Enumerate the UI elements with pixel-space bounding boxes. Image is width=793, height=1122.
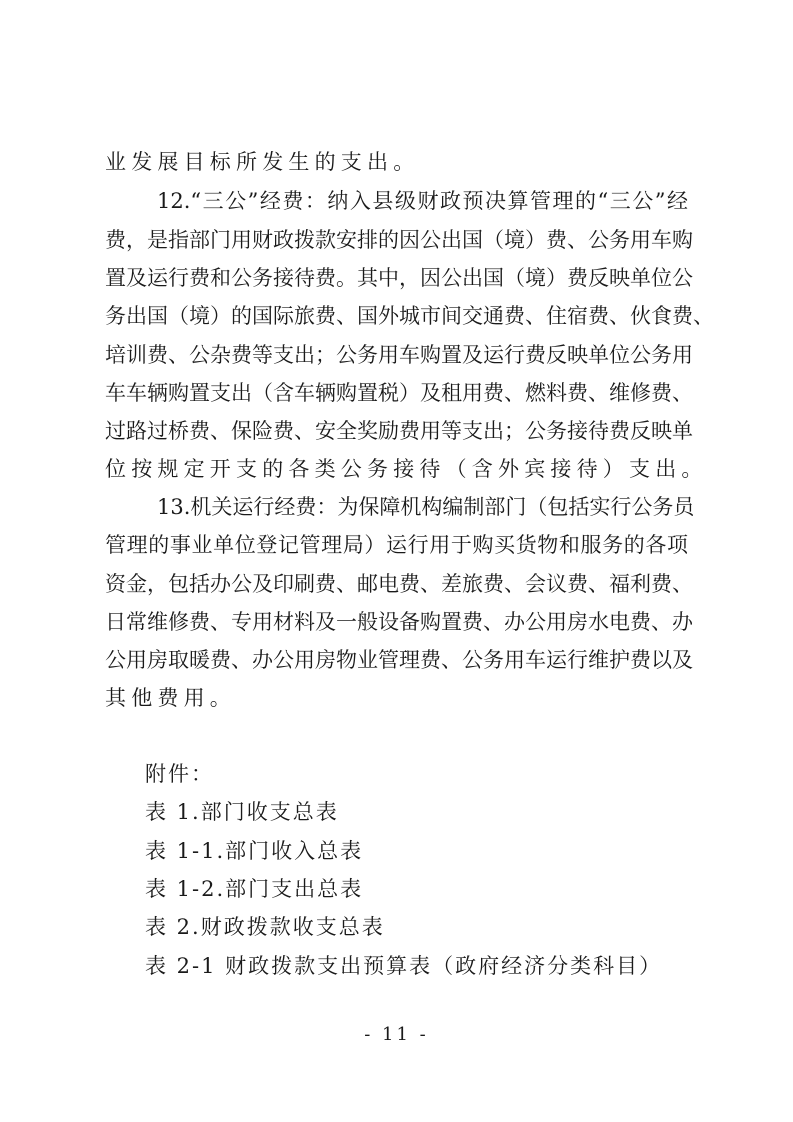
paragraph-12-line: 过路过桥费、保险费、安全奖励费用等支出；公务接待费反映单 [105,419,693,443]
paragraph-12-line: 位按规定开支的各类公务接待（含外宾接待）支出。 [105,457,708,481]
attachment-item: 表 2-1 财政拨款支出预算表（政府经济分类科目） [145,954,663,978]
attachment-item: 表 1-1.部门收入总表 [145,839,364,863]
paragraph-12-line: 置及运行费和公务接待费。其中，因公出国（境）费反映单位公 [105,266,693,290]
paragraph-12-line: 培训费、公杂费等支出；公务用车购置及运行费反映单位公务用 [105,343,693,367]
attachment-item: 表 1.部门收支总表 [145,800,339,824]
page-number: - 11 - [364,1024,429,1045]
paragraph-13-line: 资金，包括办公及印刷费、邮电费、差旅费、会议费、福利费、 [105,572,693,596]
paragraph-13-line: 公用房取暖费、办公用房物业管理费、公务用车运行维护费以及 [105,648,693,672]
attachment-item: 表 2.财政拨款收支总表 [145,915,385,939]
paragraph-12-line: 费，是指部门用财政拨款安排的因公出国（境）费、公务用车购 [105,228,693,252]
paragraph-12-line: 12.“三公”经费：纳入县级财政预决算管理的“三公”经 [157,189,688,213]
paragraph-line: 业发展目标所发生的支出。 [105,150,420,174]
paragraph-12-line: 车车辆购置支出（含车辆购置税）及租用费、燃料费、维修费、 [105,381,693,405]
paragraph-13-line: 其他费用。 [105,686,236,710]
paragraph-13-line: 日常维修费、专用材料及一般设备购置费、办公用房水电费、办 [105,610,693,634]
attachment-item: 表 1-2.部门支出总表 [145,877,364,901]
paragraph-13-line: 管理的事业单位登记管理局）运行用于购买货物和服务的各项 [105,533,688,557]
attachments-title: 附件： [145,762,214,786]
paragraph-12-line: 务出国（境）的国际旅费、国外城市间交通费、住宿费、伙食费、 [105,304,714,328]
paragraph-13-line: 13.机关运行经费：为保障机构编制部门（包括实行公务员 [157,495,695,519]
